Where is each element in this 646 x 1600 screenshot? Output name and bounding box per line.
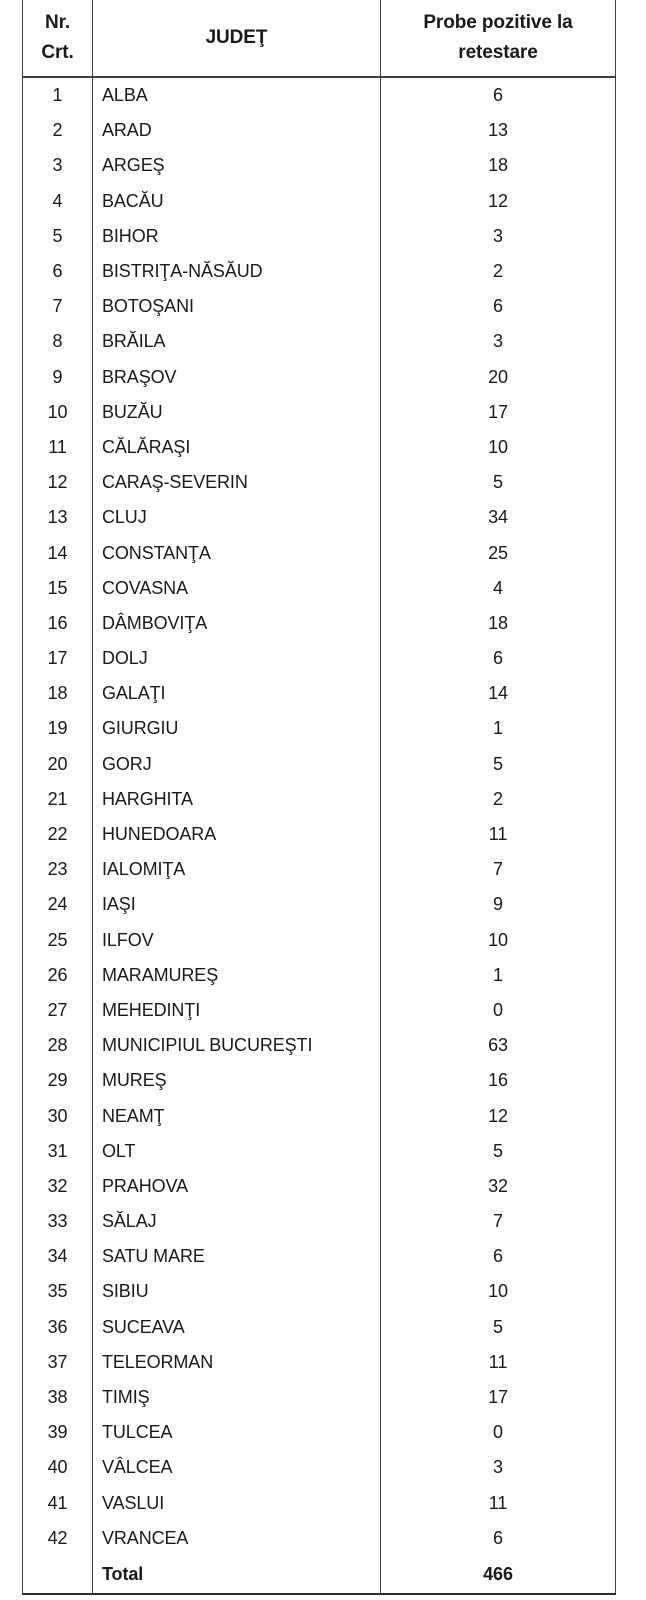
value-cell: 11 xyxy=(381,1345,616,1380)
col-header-probe-pozitive: Probe pozitive la retestare xyxy=(381,0,616,77)
col-header-judet: JUDEŢ xyxy=(93,0,381,77)
value-cell: 12 xyxy=(381,184,616,219)
row-number-cell: 23 xyxy=(23,852,93,887)
table-row xyxy=(23,711,616,746)
county-cell: SATU MARE xyxy=(93,1239,381,1274)
value-cell: 1 xyxy=(381,711,616,746)
table-row xyxy=(23,254,616,289)
table-row xyxy=(23,641,616,676)
county-cell: MUNICIPIUL BUCUREŞTI xyxy=(93,1028,381,1063)
row-number-cell: 25 xyxy=(23,923,93,958)
value-cell: 10 xyxy=(381,923,616,958)
value-cell: 9 xyxy=(381,887,616,922)
county-cell: TELEORMAN xyxy=(93,1345,381,1380)
row-number-cell: 26 xyxy=(23,958,93,993)
row-number-cell: 9 xyxy=(23,360,93,395)
county-cell: MUREŞ xyxy=(93,1063,381,1098)
county-cell: VÂLCEA xyxy=(93,1450,381,1485)
row-number-cell: 41 xyxy=(23,1486,93,1521)
table-row xyxy=(23,1169,616,1204)
row-number-cell: 11 xyxy=(23,430,93,465)
value-cell: 3 xyxy=(381,324,616,359)
value-cell: 17 xyxy=(381,395,616,430)
row-number-cell: 7 xyxy=(23,289,93,324)
county-cell: VASLUI xyxy=(93,1486,381,1521)
county-cell: OLT xyxy=(93,1134,381,1169)
row-number-cell: 38 xyxy=(23,1380,93,1415)
county-cell: BRĂILA xyxy=(93,324,381,359)
county-cell: IALOMIŢA xyxy=(93,852,381,887)
value-cell: 34 xyxy=(381,500,616,535)
value-cell: 17 xyxy=(381,1380,616,1415)
county-results-table xyxy=(22,0,616,1595)
row-number-cell: 33 xyxy=(23,1204,93,1239)
value-cell: 13 xyxy=(381,113,616,148)
row-number-cell: 22 xyxy=(23,817,93,852)
county-cell: BACĂU xyxy=(93,184,381,219)
value-cell: 5 xyxy=(381,465,616,500)
table-row xyxy=(23,1274,616,1309)
value-cell: 18 xyxy=(381,148,616,183)
county-cell: ARGEŞ xyxy=(93,148,381,183)
table-row xyxy=(23,395,616,430)
total-value-cell: 466 xyxy=(381,1556,616,1594)
county-cell: CARAŞ-SEVERIN xyxy=(93,465,381,500)
value-cell: 5 xyxy=(381,1310,616,1345)
table-row xyxy=(23,184,616,219)
table-row xyxy=(23,430,616,465)
value-cell: 11 xyxy=(381,1486,616,1521)
county-cell: IAŞI xyxy=(93,887,381,922)
county-cell: SUCEAVA xyxy=(93,1310,381,1345)
value-cell: 6 xyxy=(381,77,616,113)
row-number-cell: 17 xyxy=(23,641,93,676)
row-number-cell: 32 xyxy=(23,1169,93,1204)
total-row xyxy=(23,1556,616,1594)
county-cell: ARAD xyxy=(93,113,381,148)
row-number-cell: 8 xyxy=(23,324,93,359)
row-number-cell: 12 xyxy=(23,465,93,500)
county-cell: NEAMŢ xyxy=(93,1098,381,1133)
table-row xyxy=(23,817,616,852)
row-number-cell: 39 xyxy=(23,1415,93,1450)
table-row xyxy=(23,535,616,570)
county-cell: GIURGIU xyxy=(93,711,381,746)
row-number-cell: 20 xyxy=(23,747,93,782)
county-cell: BIHOR xyxy=(93,219,381,254)
value-cell: 32 xyxy=(381,1169,616,1204)
row-number-cell: 6 xyxy=(23,254,93,289)
table-row xyxy=(23,1028,616,1063)
value-cell: 2 xyxy=(381,782,616,817)
county-cell: CĂLĂRAŞI xyxy=(93,430,381,465)
row-number-cell: 15 xyxy=(23,571,93,606)
county-cell: PRAHOVA xyxy=(93,1169,381,1204)
table-row xyxy=(23,1415,616,1450)
table-row xyxy=(23,1310,616,1345)
row-number-cell: 29 xyxy=(23,1063,93,1098)
value-cell: 6 xyxy=(381,1239,616,1274)
county-cell: HARGHITA xyxy=(93,782,381,817)
row-number-cell: 1 xyxy=(23,77,93,113)
table-row xyxy=(23,1521,616,1556)
value-cell: 63 xyxy=(381,1028,616,1063)
table-row xyxy=(23,887,616,922)
county-cell: DÂMBOVIŢA xyxy=(93,606,381,641)
row-number-cell: 42 xyxy=(23,1521,93,1556)
table-row xyxy=(23,747,616,782)
county-cell: COVASNA xyxy=(93,571,381,606)
row-number-cell: 28 xyxy=(23,1028,93,1063)
row-number-cell: 10 xyxy=(23,395,93,430)
row-number-cell: 19 xyxy=(23,711,93,746)
value-cell: 3 xyxy=(381,219,616,254)
table-row xyxy=(23,852,616,887)
value-cell: 2 xyxy=(381,254,616,289)
row-number-cell: 35 xyxy=(23,1274,93,1309)
value-cell: 6 xyxy=(381,289,616,324)
table-row xyxy=(23,1098,616,1133)
table-row xyxy=(23,465,616,500)
row-number-cell: 5 xyxy=(23,219,93,254)
row-number-cell: 4 xyxy=(23,184,93,219)
table-row xyxy=(23,1345,616,1380)
table-row xyxy=(23,958,616,993)
row-number-cell: 24 xyxy=(23,887,93,922)
value-cell: 14 xyxy=(381,676,616,711)
table-row xyxy=(23,923,616,958)
value-cell: 16 xyxy=(381,1063,616,1098)
county-cell: SĂLAJ xyxy=(93,1204,381,1239)
value-cell: 6 xyxy=(381,1521,616,1556)
row-number-cell: 14 xyxy=(23,535,93,570)
table-row xyxy=(23,1486,616,1521)
value-cell: 11 xyxy=(381,817,616,852)
row-number-cell: 36 xyxy=(23,1310,93,1345)
county-cell: ILFOV xyxy=(93,923,381,958)
table-row xyxy=(23,1134,616,1169)
table-row xyxy=(23,77,616,113)
county-results-table-wrap xyxy=(22,0,615,1595)
county-cell: VRANCEA xyxy=(93,1521,381,1556)
row-number-cell: 21 xyxy=(23,782,93,817)
table-row xyxy=(23,1380,616,1415)
county-cell: DOLJ xyxy=(93,641,381,676)
county-cell: TULCEA xyxy=(93,1415,381,1450)
value-cell: 6 xyxy=(381,641,616,676)
col-header-nr-crt: Nr. Crt. xyxy=(23,0,93,77)
table-row xyxy=(23,993,616,1028)
county-cell: BISTRIŢA-NĂSĂUD xyxy=(93,254,381,289)
total-label-cell: Total xyxy=(93,1556,381,1594)
table-row xyxy=(23,676,616,711)
table-row xyxy=(23,571,616,606)
table-row xyxy=(23,500,616,535)
row-number-cell: 27 xyxy=(23,993,93,1028)
value-cell: 10 xyxy=(381,1274,616,1309)
county-cell: GORJ xyxy=(93,747,381,782)
value-cell: 0 xyxy=(381,1415,616,1450)
county-cell: ALBA xyxy=(93,77,381,113)
county-cell: CLUJ xyxy=(93,500,381,535)
table-row xyxy=(23,606,616,641)
county-cell: MARAMUREŞ xyxy=(93,958,381,993)
county-cell: BUZĂU xyxy=(93,395,381,430)
table-row xyxy=(23,782,616,817)
header-row xyxy=(23,0,616,77)
county-cell: CONSTANŢA xyxy=(93,535,381,570)
value-cell: 25 xyxy=(381,535,616,570)
row-number-cell: 16 xyxy=(23,606,93,641)
value-cell: 5 xyxy=(381,747,616,782)
county-cell: TIMIŞ xyxy=(93,1380,381,1415)
table-row xyxy=(23,113,616,148)
table-row xyxy=(23,1450,616,1485)
table-row xyxy=(23,289,616,324)
county-cell: GALAŢI xyxy=(93,676,381,711)
row-number-cell: 13 xyxy=(23,500,93,535)
row-number-cell: 37 xyxy=(23,1345,93,1380)
row-number-cell: 3 xyxy=(23,148,93,183)
county-cell: MEHEDINŢI xyxy=(93,993,381,1028)
county-cell: SIBIU xyxy=(93,1274,381,1309)
value-cell: 12 xyxy=(381,1098,616,1133)
value-cell: 20 xyxy=(381,360,616,395)
value-cell: 10 xyxy=(381,430,616,465)
table-row xyxy=(23,1204,616,1239)
value-cell: 0 xyxy=(381,993,616,1028)
value-cell: 7 xyxy=(381,1204,616,1239)
total-empty-cell xyxy=(23,1556,93,1594)
row-number-cell: 2 xyxy=(23,113,93,148)
value-cell: 1 xyxy=(381,958,616,993)
county-cell: HUNEDOARA xyxy=(93,817,381,852)
row-number-cell: 30 xyxy=(23,1098,93,1133)
table-row xyxy=(23,148,616,183)
county-cell: BOTOŞANI xyxy=(93,289,381,324)
value-cell: 3 xyxy=(381,1450,616,1485)
table-row xyxy=(23,1239,616,1274)
county-cell: BRAŞOV xyxy=(93,360,381,395)
row-number-cell: 31 xyxy=(23,1134,93,1169)
row-number-cell: 18 xyxy=(23,676,93,711)
value-cell: 7 xyxy=(381,852,616,887)
value-cell: 5 xyxy=(381,1134,616,1169)
table-body xyxy=(23,77,616,1556)
table-row xyxy=(23,219,616,254)
row-number-cell: 40 xyxy=(23,1450,93,1485)
value-cell: 4 xyxy=(381,571,616,606)
value-cell: 18 xyxy=(381,606,616,641)
table-row xyxy=(23,360,616,395)
table-row xyxy=(23,1063,616,1098)
table-row xyxy=(23,324,616,359)
row-number-cell: 34 xyxy=(23,1239,93,1274)
